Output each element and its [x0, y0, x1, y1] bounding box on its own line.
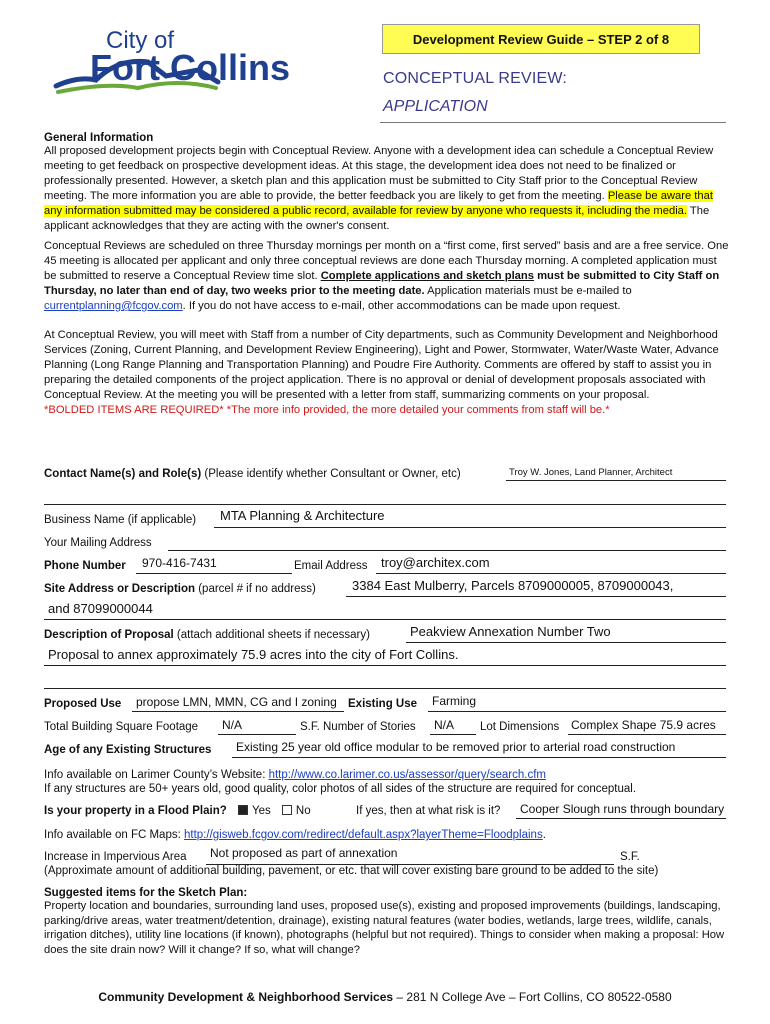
flood-risk-line	[516, 818, 726, 819]
existing-use-label: Existing Use	[348, 698, 418, 710]
desc-line-2	[44, 665, 726, 666]
contact-value[interactable]: Troy W. Jones, Land Planner, Architect	[509, 467, 673, 478]
age-label: Age of any Existing Structures	[44, 744, 212, 756]
existing-use-value[interactable]: Farming	[432, 694, 477, 708]
sketch-section	[44, 887, 730, 957]
footer-address: – 281 N College Ave – Fort Collins, CO 80522-0580	[393, 990, 672, 1004]
desc-value-line2[interactable]: Proposal to annex approximately 75.9 acres into the city of Fort Collins.	[48, 647, 459, 662]
sketch-heading: Suggested items for the Sketch Plan:	[44, 887, 248, 899]
flood-no-checkbox[interactable]	[282, 805, 292, 815]
stories-line	[430, 734, 476, 735]
lot-value[interactable]: Complex Shape 75.9 acres	[571, 718, 716, 732]
flood-no-label: No	[295, 805, 311, 818]
larimer-text: Info available on Larimer County’s Website:	[44, 769, 269, 781]
business-line	[214, 527, 726, 528]
email-link[interactable]: currentplanning@fcgov.com	[44, 300, 183, 312]
larimer-link[interactable]: http://www.co.larimer.co.us/assessor/query/search.cfm	[268, 769, 546, 781]
flood-yes-label: Yes	[251, 805, 271, 818]
general-heading: General Information	[44, 132, 154, 144]
existing-use-line	[428, 711, 726, 712]
email-line	[376, 573, 726, 574]
logo-city-of: City of	[106, 27, 175, 54]
footer	[0, 990, 770, 1004]
flood-risk-value[interactable]: Cooper Slough runs through boundary	[520, 802, 725, 816]
impervious-value[interactable]: Not proposed as part of annexation	[210, 846, 398, 860]
public-record-notice: Please be aware that any information submitted may be considered a public record, available for review by anyone who requests it, including the media.	[44, 190, 713, 217]
site-hint: (parcel # if no address)	[195, 583, 316, 595]
impervious-label: Increase in Impervious Area	[44, 851, 187, 863]
stories-value[interactable]: N/A	[434, 718, 455, 732]
lot-label: Lot Dimensions	[480, 721, 560, 733]
site-line-2	[44, 619, 726, 620]
schedule-paragraph	[44, 239, 730, 314]
step-indicator: Development Review Guide – STEP 2 of 8	[382, 24, 700, 54]
desc-line-3	[44, 688, 726, 689]
phone-label: Phone Number	[44, 560, 126, 572]
footer-dept: Community Development & Neighborhood Services	[98, 990, 394, 1004]
complete-applications-text: Complete applications and sketch plans	[320, 270, 534, 282]
mailing-label: Your Mailing Address	[44, 537, 152, 549]
site-value-line2[interactable]: and 87099000044	[48, 601, 153, 616]
logo-fort-collins: Fort Collins	[90, 47, 290, 88]
contact-line	[506, 480, 726, 481]
email-value[interactable]: troy@architex.com	[381, 555, 490, 570]
site-label-row	[44, 583, 316, 595]
sqft-value[interactable]: N/A	[222, 718, 243, 732]
flood-row	[44, 805, 311, 817]
contact-label: Contact Name(s) and Role(s)	[44, 468, 202, 480]
photo-requirement: If any structures are 50+ years old, good quality, color photos of all sides of the structure are required for conceptual.	[44, 783, 637, 795]
desc-value-line1[interactable]: Peakview Annexation Number Two	[410, 624, 611, 639]
sqft-label: Total Building Square Footage	[44, 721, 199, 733]
fcmaps-row	[44, 829, 546, 841]
intro-text: All proposed development projects begin with Conceptual Review. Anyone with a development idea can schedule a Conceptual Review meeting to get feedback on prospective development ideas. At this stage, the development idea does not need to be finalized or professionally presented. However, a sketch plan and this application must be submitted to City Staff prior to the Conceptual Review meeting. The more information you are able to provide, the better feedback you are likely to get from the meeting.	[44, 145, 714, 202]
schedule-text: Conceptual Reviews are scheduled on three Thursday mornings per month on a “first come, first served” basis and are a free service. One 45 meeting is allocated per applicant and only three conceptual reviews are done each Thursday morning. A completed application must be submitted to reserve a Conceptual Review time slot.	[44, 240, 729, 282]
age-value[interactable]: Existing 25 year old office modular to be removed prior to arterial road construction	[236, 740, 676, 754]
page-subtitle: APPLICATION	[383, 98, 488, 115]
contact-hint: (Please identify whether Consultant or Owner, etc)	[201, 468, 461, 480]
mailing-line[interactable]	[168, 550, 726, 551]
proposed-use-label: Proposed Use	[44, 698, 122, 710]
business-label: Business Name (if applicable)	[44, 514, 197, 526]
city-logo	[48, 18, 308, 128]
lot-line	[568, 734, 726, 735]
deadline-text: must be submitted to City Staff on Thursday, no later than end of day, two weeks prior to the meeting date.	[44, 270, 720, 297]
phone-line	[136, 573, 292, 574]
site-line	[346, 596, 726, 597]
flood-label: Is your property in a Flood Plain?	[44, 805, 227, 818]
contact-label-row	[44, 468, 461, 480]
stories-label: S.F. Number of Stories	[300, 721, 416, 733]
intro-paragraph	[44, 144, 730, 234]
consent-text: The applicant acknowledges that they are acting with the owner's consent.	[44, 205, 710, 232]
page-title: CONCEPTUAL REVIEW:	[383, 70, 568, 87]
larimer-row	[44, 769, 546, 781]
impervious-note: (Approximate amount of additional building, pavement, or etc. that will cover existing bare ground to be added to the site)	[44, 865, 659, 877]
fcmaps-period: .	[542, 829, 546, 841]
site-label: Site Address or Description	[44, 583, 196, 595]
general-section	[44, 132, 730, 418]
proposed-use-line	[132, 711, 344, 712]
desc-label: Description of Proposal	[44, 629, 174, 641]
desc-line	[406, 642, 726, 643]
email-label: Email Address	[294, 560, 368, 572]
title-divider	[380, 122, 726, 123]
flood-yes-checkbox[interactable]	[238, 805, 248, 815]
age-line	[232, 757, 726, 758]
contact-line-2	[44, 504, 726, 505]
proposed-use-value[interactable]: propose LMN, MMN, CG and I zoning	[136, 695, 337, 709]
sqft-line	[218, 734, 296, 735]
site-value-line1[interactable]: 3384 East Mulberry, Parcels 8709000005, 8709000043,	[352, 578, 674, 593]
fcmaps-text: Info available on FC Maps:	[44, 829, 184, 841]
sketch-text: Property location and boundaries, surrounding land uses, proposed use(s), existing and proposed improvements (buildings, landscaping, parking/drive areas, water treatment/detention, drainage), existing natural features (water bodies, wetlands, large trees, wildlife, canals, irrigation ditches), utility line locations (if known), photographs (helpful but not required). Things to consider when making a proposal: How does the site drain now? Will it change? If so, what will change?	[44, 900, 725, 956]
impervious-unit: S.F.	[620, 851, 640, 863]
meeting-paragraph: At Conceptual Review, you will meet with Staff from a number of City departments, such as Community Development and Neighborhood Services (Zoning, Current Planning, and Development Review Engineering), Light and Power, Stormwater, Water/Waste Water, Advance Planning (Long Range Planning and Transportation Planning) and Poudre Fire Authority. Comments are offered by staff to assist you in preparing the detailed components of the project application. There is no approval or denial of development proposals associated with Conceptual Review. At the meeting you will be presented with a letter from staff, summarizing comments on your proposal.	[44, 329, 719, 401]
accommodation-text: . If you do not have access to e-mail, other accommodations can be made upon request.	[182, 300, 621, 312]
desc-label-row	[44, 629, 370, 641]
fcmaps-link[interactable]: http://gisweb.fcgov.com/redirect/default.aspx?layerTheme=Floodplains	[184, 829, 543, 841]
business-value[interactable]: MTA Planning & Architecture	[220, 508, 385, 523]
email-instruction: Application materials must be e-mailed to	[424, 285, 632, 297]
phone-value[interactable]: 970-416-7431	[142, 556, 217, 570]
required-notice: *BOLDED ITEMS ARE REQUIRED* *The more info provided, the more detailed your comments from staff will be.*	[44, 404, 610, 416]
flood-risk-label: If yes, then at what risk is it?	[356, 805, 501, 817]
desc-hint: (attach additional sheets if necessary)	[173, 629, 370, 641]
